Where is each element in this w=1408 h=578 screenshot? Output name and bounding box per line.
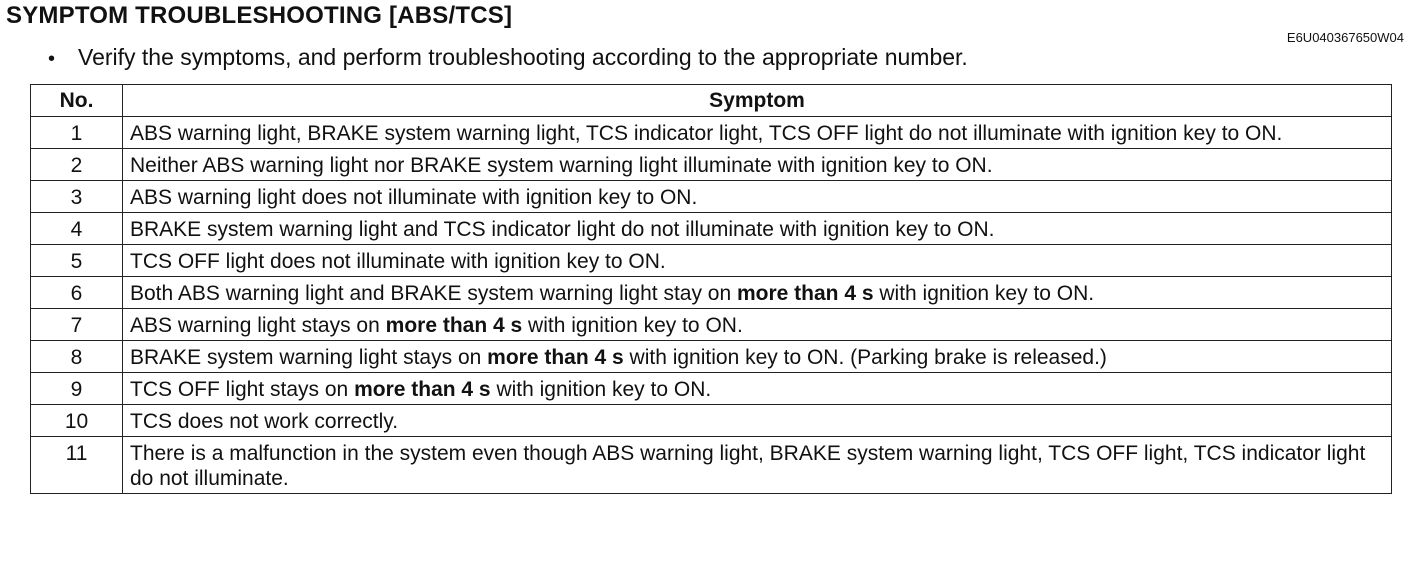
column-header-no: No.: [31, 85, 123, 117]
symptom-text: TCS OFF light does not illuminate with ignition key to ON.: [130, 250, 666, 273]
table-row: [31, 405, 1392, 437]
symptom-text: with ignition key to ON.: [490, 378, 712, 401]
symptom-number: 10: [31, 405, 123, 437]
symptom-number: 7: [31, 309, 123, 341]
symptom-number: 5: [31, 245, 123, 277]
symptom-emphasis: more than 4 s: [487, 346, 624, 369]
table-row: [31, 149, 1392, 181]
table-row: [31, 181, 1392, 213]
symptom-text: Both ABS warning light and BRAKE system warning light stay on: [130, 282, 737, 305]
symptom-description: [123, 373, 1392, 405]
symptom-text: TCS does not work correctly.: [130, 410, 399, 433]
column-header-symptom: Symptom: [123, 85, 1392, 117]
symptom-description: [123, 181, 1392, 213]
symptom-table-body: [31, 117, 1392, 494]
symptom-emphasis: more than 4 s: [385, 314, 523, 337]
symptom-text: ABS warning light stays on: [130, 314, 386, 337]
symptom-emphasis: more than 4 s: [354, 378, 491, 401]
symptom-table: [30, 84, 1392, 494]
symptom-number: 1: [31, 117, 123, 149]
symptom-text: with ignition key to ON. (Parking brake is released.): [623, 346, 1107, 369]
document-code: E6U040367650W04: [1286, 30, 1404, 45]
symptom-number: 9: [31, 373, 123, 405]
bullet-icon: •: [48, 48, 56, 70]
instruction-line: [48, 44, 968, 71]
table-row: [31, 245, 1392, 277]
table-row: [31, 437, 1392, 494]
symptom-description: [123, 309, 1392, 341]
symptom-text: ABS warning light does not illuminate with ignition key to ON.: [130, 186, 698, 209]
symptom-description: [123, 117, 1392, 149]
symptom-emphasis: more than 4 s: [736, 282, 874, 305]
page-title: SYMPTOM TROUBLESHOOTING [ABS/TCS]: [6, 2, 513, 29]
symptom-description: [123, 405, 1392, 437]
table-header-row: [31, 85, 1392, 117]
symptom-description: [123, 213, 1392, 245]
symptom-text: BRAKE system warning light and TCS indicator light do not illuminate with ignition key to ON.: [130, 218, 995, 241]
symptom-number: 4: [31, 213, 123, 245]
symptom-text: with ignition key to ON.: [873, 282, 1095, 305]
symptom-number: 11: [31, 437, 123, 494]
symptom-number: 3: [31, 181, 123, 213]
instruction-text: Verify the symptoms, and perform troubleshooting according to the appropriate number.: [78, 44, 968, 70]
table-row: [31, 341, 1392, 373]
table-row: [31, 213, 1392, 245]
symptom-description: [123, 277, 1392, 309]
symptom-text: with ignition key to ON.: [522, 314, 743, 337]
symptom-text: TCS OFF light stays on: [130, 378, 355, 401]
symptom-number: 8: [31, 341, 123, 373]
symptom-text: BRAKE system warning light stays on: [130, 346, 488, 369]
symptom-text: There is a malfunction in the system even though ABS warning light, BRAKE system warning light, TCS OFF light, TCS indicator light do not illuminate.: [130, 442, 1366, 490]
symptom-number: 6: [31, 277, 123, 309]
table-row: [31, 277, 1392, 309]
symptom-description: [123, 437, 1392, 494]
symptom-number: 2: [31, 149, 123, 181]
symptom-text: Neither ABS warning light nor BRAKE system warning light illuminate with ignition key to ON.: [130, 154, 993, 177]
symptom-description: [123, 341, 1392, 373]
symptom-text: ABS warning light, BRAKE system warning light, TCS indicator light, TCS OFF light do not illuminate with ignition key to ON.: [130, 122, 1283, 145]
table-row: [31, 117, 1392, 149]
symptom-description: [123, 149, 1392, 181]
table-row: [31, 309, 1392, 341]
table-row: [31, 373, 1392, 405]
symptom-description: [123, 245, 1392, 277]
